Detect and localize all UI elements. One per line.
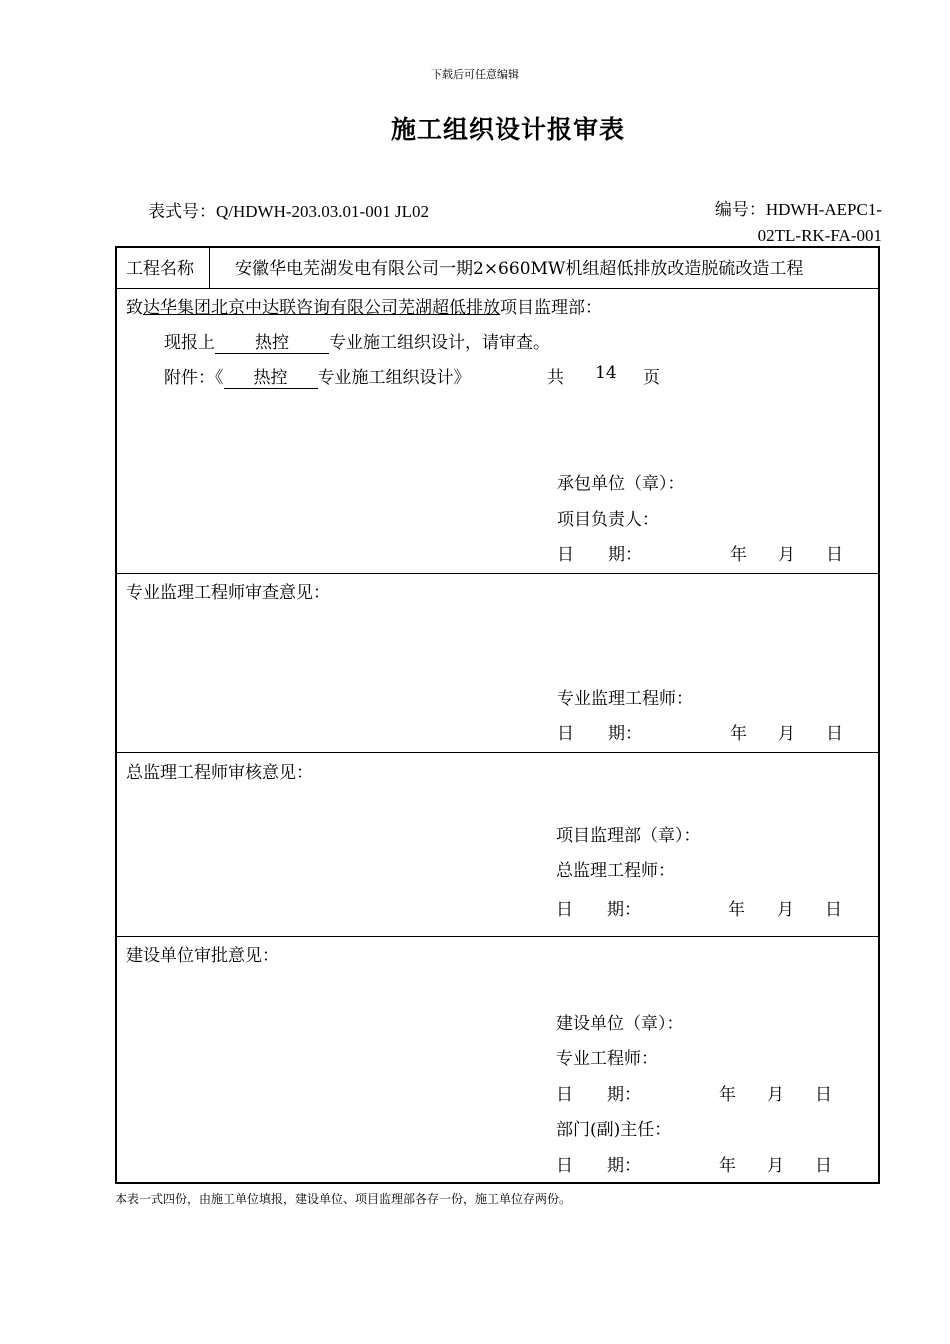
serial-number-line2: 02TL-RK-FA-001 bbox=[757, 226, 882, 245]
serial-number-line1: 编号：HDWH-AEPC1- bbox=[714, 200, 882, 219]
report-line bbox=[164, 328, 550, 354]
project-name-label: 工程名称 bbox=[126, 259, 194, 279]
serial-number bbox=[715, 197, 882, 249]
project-manager: 项目负责人： bbox=[557, 510, 659, 530]
specialist-month: 月 bbox=[778, 724, 795, 744]
owner-year: 年 bbox=[719, 1085, 736, 1105]
specialist-signer: 专业监理工程师： bbox=[557, 689, 693, 709]
report-prefix: 现报上 bbox=[164, 333, 215, 353]
header-note: 下载后可任意编辑 bbox=[431, 68, 519, 81]
chief-review-seal: 项目监理部（章）： bbox=[556, 826, 701, 846]
specialist-year: 年 bbox=[730, 724, 747, 744]
owner-approval-heading: 建设单位审批意见： bbox=[126, 946, 279, 966]
row-divider bbox=[117, 288, 878, 289]
column-divider bbox=[209, 248, 210, 288]
specialist-day: 日 bbox=[826, 724, 843, 744]
attachment-specialty-fill: 热控 bbox=[224, 363, 318, 389]
pages-count: 14 bbox=[595, 363, 617, 383]
review-form-table bbox=[115, 246, 880, 1184]
chief-day: 日 bbox=[825, 900, 842, 920]
submission-date-label: 日 期： bbox=[557, 545, 642, 565]
chief-date-label: 日 期： bbox=[556, 900, 641, 920]
addressee-suffix: 项目监理部： bbox=[500, 298, 602, 318]
row-divider bbox=[117, 936, 878, 937]
addressee-org: 达华集团北京中达联咨询有限公司芜湖超低排放 bbox=[143, 298, 500, 318]
submission-day: 日 bbox=[826, 545, 843, 565]
pages-prefix: 共 bbox=[547, 368, 564, 388]
director-date-label: 日 期： bbox=[556, 1156, 641, 1176]
footer-note: 本表一式四份，由施工单位填报，建设单位、项目监理部各存一份，施工单位存两份。 bbox=[115, 1192, 572, 1206]
project-name-value: 安徽华电芜湖发电有限公司一期2×660MW机组超低排放改造脱硫改造工程 bbox=[235, 259, 804, 279]
chief-review-heading: 总监理工程师审核意见： bbox=[126, 763, 313, 783]
addressee-line bbox=[126, 293, 602, 318]
chief-signer: 总监理工程师： bbox=[556, 861, 675, 881]
chief-year: 年 bbox=[728, 900, 745, 920]
owner-day: 日 bbox=[815, 1085, 832, 1105]
attachment-suffix: 专业施工组织设计》 bbox=[317, 368, 471, 388]
specialist-review-heading: 专业监理工程师审查意见： bbox=[126, 583, 330, 603]
specialty-fill: 热控 bbox=[215, 328, 329, 354]
specialist-date-label: 日 期： bbox=[557, 724, 642, 744]
report-suffix: 专业施工组织设计，请审查。 bbox=[329, 333, 550, 353]
contractor-seal: 承包单位（章）： bbox=[557, 474, 685, 494]
pages-suffix: 页 bbox=[643, 368, 660, 388]
owner-seal: 建设单位（章）： bbox=[556, 1014, 684, 1034]
attachment-prefix: 附件：《 bbox=[164, 368, 224, 388]
attachment-line bbox=[164, 363, 471, 389]
director-day: 日 bbox=[815, 1156, 832, 1176]
director-year: 年 bbox=[719, 1156, 736, 1176]
owner-engineer: 专业工程师： bbox=[556, 1049, 658, 1069]
chief-month: 月 bbox=[777, 900, 794, 920]
owner-month: 月 bbox=[767, 1085, 784, 1105]
department-director: 部门(副)主任： bbox=[556, 1120, 672, 1140]
form-number: 表式号：Q/HDWH-203.03.01-001 JL02 bbox=[148, 202, 429, 221]
submission-month: 月 bbox=[778, 545, 795, 565]
director-month: 月 bbox=[767, 1156, 784, 1176]
owner-date-label: 日 期： bbox=[556, 1085, 641, 1105]
row-divider bbox=[117, 752, 878, 753]
page-title: 施工组织设计报审表 bbox=[390, 115, 625, 144]
row-divider bbox=[117, 573, 878, 574]
addressee-prefix: 致 bbox=[126, 298, 143, 318]
submission-year: 年 bbox=[730, 545, 747, 565]
